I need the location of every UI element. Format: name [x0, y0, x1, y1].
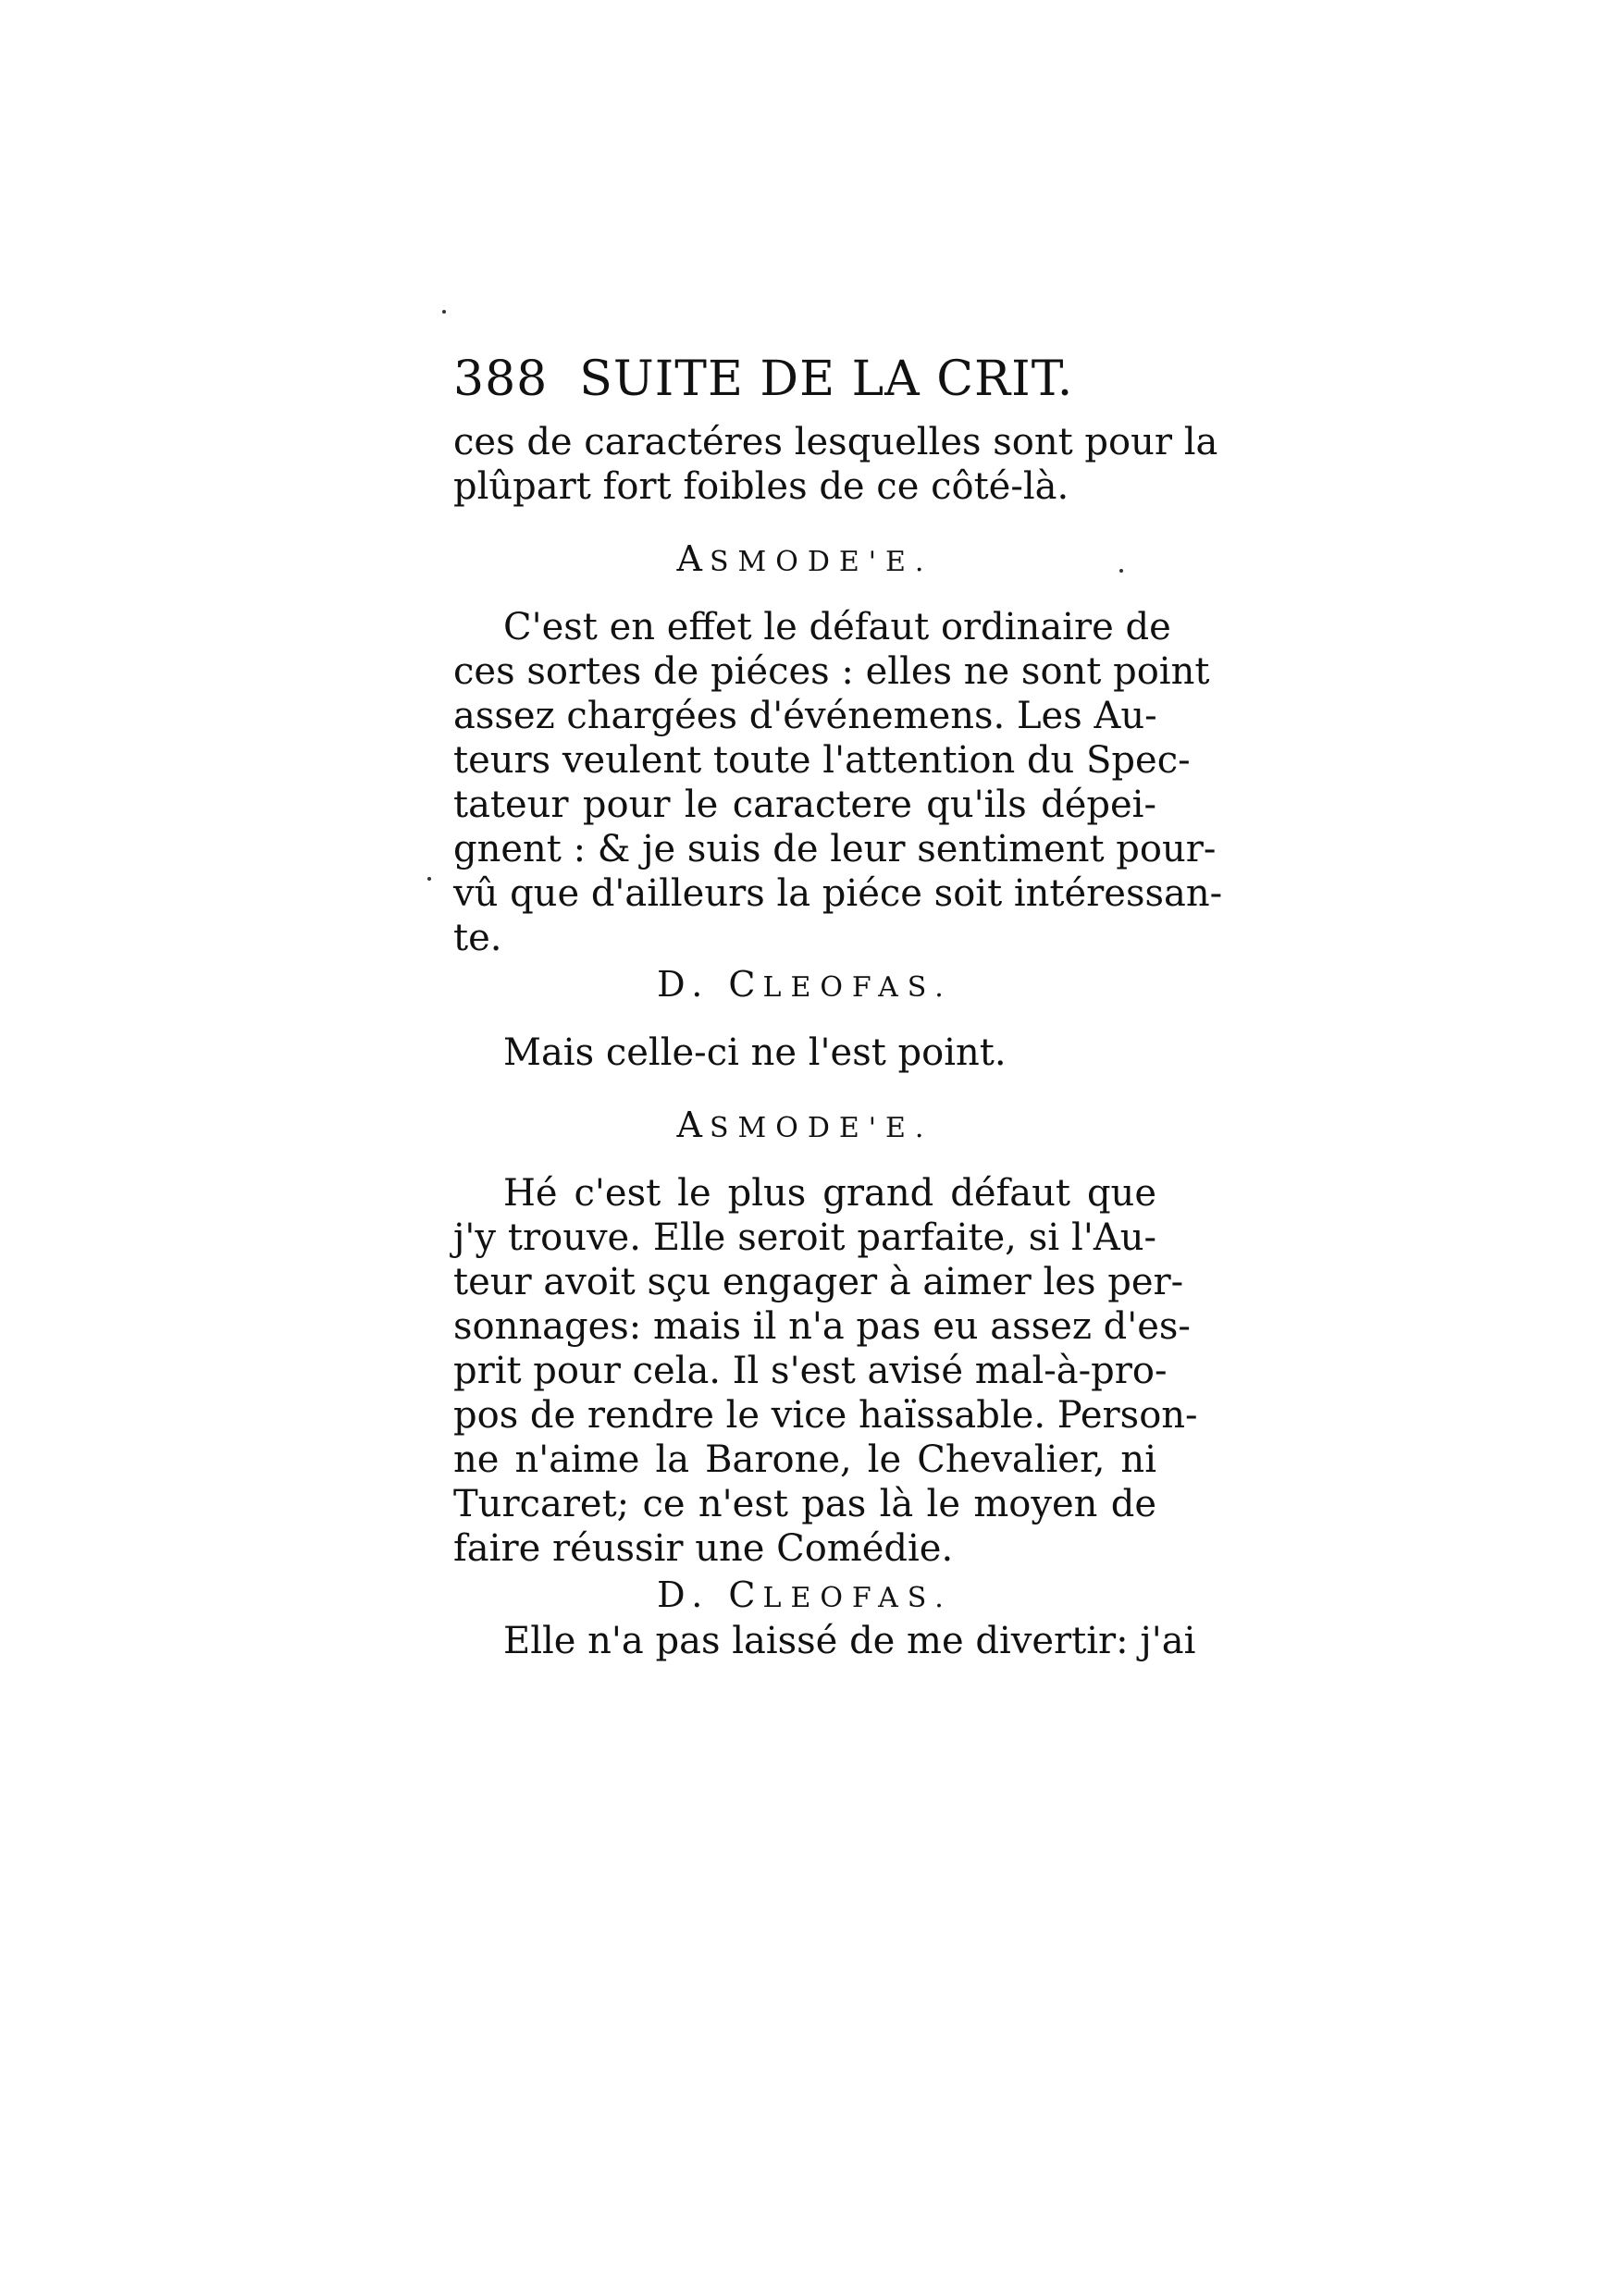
speaker-name-rest: LEOFAS.	[762, 971, 953, 1004]
speaker-heading-cleofas	[453, 960, 1156, 1008]
speaker-heading-cleofas	[453, 1571, 1156, 1619]
page-header	[453, 352, 1156, 420]
text-line: ces sortes de piéces : elles ne sont point	[453, 650, 1210, 693]
speaker-name-initial: A	[676, 1105, 710, 1145]
speaker-name-initial: A	[676, 538, 710, 579]
text-line: gnent : & je suis de leur sentiment pour-	[453, 828, 1217, 870]
text-line: ne n'aime la Barone, le Chevalier, ni	[453, 1438, 1156, 1481]
speaker-name-rest: SMODE'E.	[709, 1112, 933, 1144]
text-line: Hé c'est le plus grand défaut que	[503, 1172, 1156, 1215]
text-line: Turcaret; ce n'est pas là le moyen de	[453, 1483, 1156, 1525]
text-line: ces de caractéres lesquelles sont pour la	[453, 421, 1218, 463]
text-line: Mais celle-ci ne l'est point.	[503, 1031, 1007, 1074]
speaker-name-rest: SMODE'E.	[709, 546, 933, 578]
text-line: C'est en effet le défaut ordinaire de	[503, 606, 1171, 648]
page-number: 388	[453, 352, 549, 407]
text-line: sonnages: mais il n'a pas eu assez d'es-	[453, 1305, 1191, 1348]
text-line: teurs veulent toute l'attention du Spec-	[453, 739, 1191, 782]
speaker-heading-asmodee	[453, 1101, 1156, 1149]
speaker-name-rest: LEOFAS.	[762, 1582, 953, 1614]
speaker-heading-asmodee	[453, 535, 1156, 583]
print-speck	[427, 877, 431, 881]
printed-page-text	[453, 352, 1223, 1663]
text-line: plûpart fort foibles de ce côté-là.	[453, 465, 1069, 508]
text-line: j'y trouve. Elle seroit parfaite, si l'Au-	[453, 1216, 1156, 1259]
text-line: prit pour cela. Il s'est avisé mal-à-pro-	[453, 1350, 1168, 1392]
print-speck	[442, 310, 446, 314]
text-line: teur avoit sçu engager à aimer les per-	[453, 1261, 1184, 1303]
running-title: SUITE DE LA CRIT.	[579, 352, 1074, 407]
speaker-name-initial: D. C	[657, 1574, 763, 1615]
text-line: faire réussir une Comédie.	[453, 1527, 954, 1570]
speaker-name-initial: D. C	[657, 964, 763, 1005]
text-line: tateur pour le caractere qu'ils dépei-	[453, 784, 1156, 826]
text-line: pos de rendre le vice haïssable. Person-	[453, 1394, 1198, 1437]
text-line: assez chargées d'événemens. Les Au-	[453, 695, 1157, 737]
text-line: te.	[453, 917, 502, 959]
text-line: vû que d'ailleurs la piéce soit intéressan-	[453, 872, 1223, 915]
text-line: Elle n'a pas laissé de me divertir: j'ai	[503, 1620, 1196, 1662]
